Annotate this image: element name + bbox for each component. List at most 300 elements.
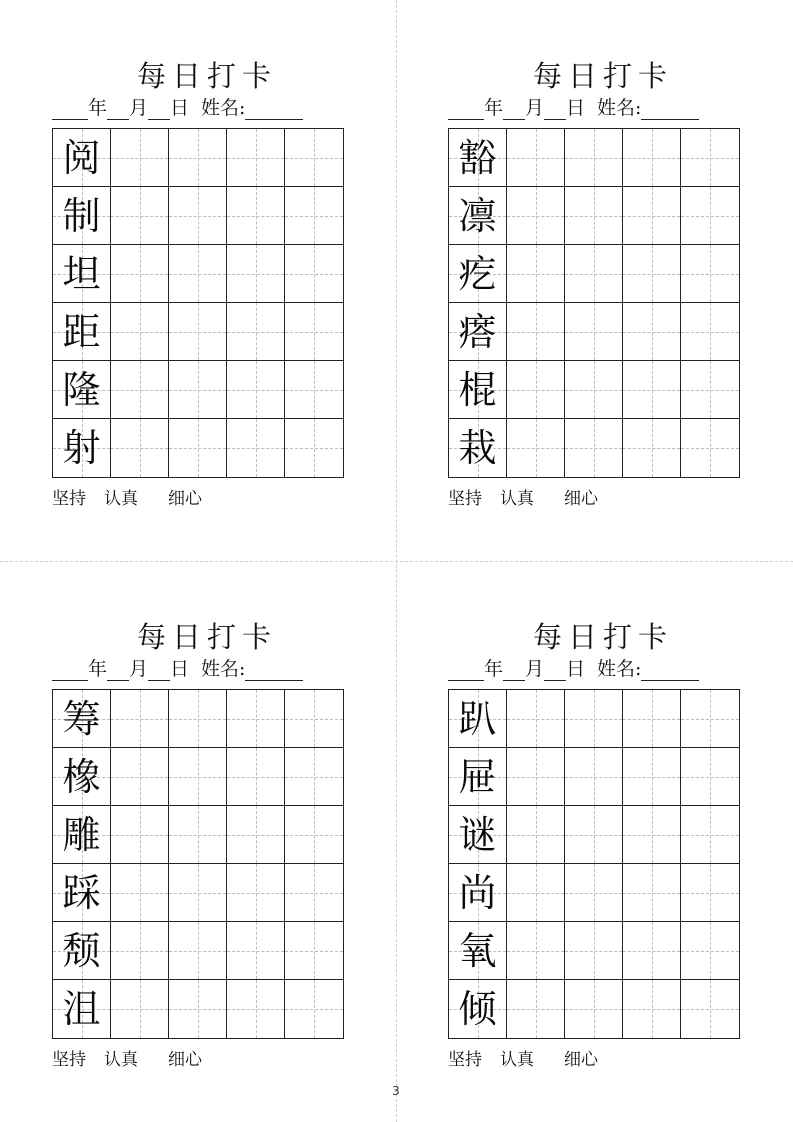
practice-cell[interactable] <box>285 806 343 864</box>
practice-cell[interactable] <box>623 980 681 1038</box>
practice-cell[interactable] <box>623 748 681 806</box>
model-character: 氧 <box>458 928 497 973</box>
motto-word: 坚持 <box>52 489 86 509</box>
practice-card <box>52 58 352 528</box>
guide-line-horizontal <box>111 719 168 720</box>
practice-cell[interactable] <box>227 303 285 361</box>
practice-cell[interactable] <box>507 303 565 361</box>
motto-word: 细心 <box>168 489 202 509</box>
year-blank[interactable] <box>52 660 88 681</box>
practice-cell[interactable] <box>507 245 565 303</box>
motto-word: 细心 <box>564 489 598 509</box>
motto-word: 认真 <box>104 1050 138 1070</box>
model-character-cell <box>449 980 507 1038</box>
day-label: 日 <box>566 97 586 119</box>
practice-cell[interactable] <box>565 419 623 477</box>
name-blank[interactable] <box>641 99 699 120</box>
motto-line <box>448 488 598 510</box>
model-character: 疙 <box>458 251 497 296</box>
practice-cell[interactable] <box>565 806 623 864</box>
guide-line-horizontal <box>227 835 284 836</box>
model-character: 颓 <box>62 928 101 973</box>
name-label: 姓名: <box>201 97 246 119</box>
guide-line-horizontal <box>507 951 564 952</box>
guide-line-horizontal <box>285 390 343 391</box>
practice-cell[interactable] <box>169 129 227 187</box>
model-character: 瘩 <box>458 309 497 354</box>
practice-cell[interactable] <box>169 419 227 477</box>
guide-line-horizontal <box>111 893 168 894</box>
date-name-line <box>448 96 748 120</box>
practice-cell[interactable] <box>285 690 343 748</box>
guide-line-horizontal <box>565 390 622 391</box>
guide-line-horizontal <box>681 390 739 391</box>
guide-line-horizontal <box>227 777 284 778</box>
practice-cell[interactable] <box>681 187 739 245</box>
practice-cell[interactable] <box>623 690 681 748</box>
guide-line-horizontal <box>623 216 680 217</box>
model-character-cell <box>53 303 111 361</box>
practice-cell[interactable] <box>565 303 623 361</box>
guide-line-horizontal <box>565 448 622 449</box>
practice-cell[interactable] <box>227 129 285 187</box>
guide-line-horizontal <box>565 332 622 333</box>
practice-cell[interactable] <box>681 922 739 980</box>
practice-card <box>448 619 748 1089</box>
practice-cell[interactable] <box>111 303 169 361</box>
practice-cell[interactable] <box>285 361 343 419</box>
practice-cell[interactable] <box>623 922 681 980</box>
practice-cell[interactable] <box>565 129 623 187</box>
model-character: 凛 <box>458 193 497 238</box>
practice-cell[interactable] <box>111 864 169 922</box>
guide-line-horizontal <box>681 448 739 449</box>
horizontal-cut-line <box>0 561 793 562</box>
guide-line-horizontal <box>507 158 564 159</box>
model-character-cell <box>53 187 111 245</box>
year-label: 年 <box>484 658 504 680</box>
guide-line-horizontal <box>227 1009 284 1010</box>
year-label: 年 <box>88 658 108 680</box>
guide-line-horizontal <box>565 893 622 894</box>
practice-cell[interactable] <box>227 748 285 806</box>
guide-line-horizontal <box>623 274 680 275</box>
motto-word: 认真 <box>104 489 138 509</box>
guide-line-horizontal <box>681 951 739 952</box>
practice-cell[interactable] <box>227 690 285 748</box>
guide-line-horizontal <box>565 835 622 836</box>
model-character: 橡 <box>62 754 101 799</box>
guide-line-horizontal <box>111 158 168 159</box>
practice-card <box>448 58 748 528</box>
model-character-cell <box>449 419 507 477</box>
practice-cell[interactable] <box>507 748 565 806</box>
practice-cell[interactable] <box>111 980 169 1038</box>
practice-cell[interactable] <box>623 419 681 477</box>
practice-cell[interactable] <box>507 129 565 187</box>
guide-line-horizontal <box>507 332 564 333</box>
practice-cell[interactable] <box>285 419 343 477</box>
year-blank[interactable] <box>448 660 484 681</box>
model-character-cell <box>449 303 507 361</box>
model-character: 尚 <box>458 870 497 915</box>
guide-line-horizontal <box>285 835 343 836</box>
practice-cell[interactable] <box>111 806 169 864</box>
practice-card <box>52 619 352 1089</box>
guide-line-horizontal <box>169 951 226 952</box>
guide-line-horizontal <box>623 893 680 894</box>
year-blank[interactable] <box>448 99 484 120</box>
practice-cell[interactable] <box>111 129 169 187</box>
page-number: 3 <box>392 1084 400 1098</box>
practice-cell[interactable] <box>681 361 739 419</box>
practice-cell[interactable] <box>565 690 623 748</box>
guide-line-horizontal <box>285 893 343 894</box>
guide-line-horizontal <box>169 216 226 217</box>
motto-word: 细心 <box>564 1050 598 1070</box>
name-label: 姓名: <box>597 97 642 119</box>
model-character-cell <box>449 748 507 806</box>
practice-cell[interactable] <box>681 748 739 806</box>
guide-line-horizontal <box>169 719 226 720</box>
writing-grid <box>52 128 344 478</box>
practice-cell[interactable] <box>227 922 285 980</box>
model-character: 阅 <box>62 135 101 180</box>
practice-cell[interactable] <box>565 980 623 1038</box>
model-character: 屉 <box>458 754 497 799</box>
practice-cell[interactable] <box>507 690 565 748</box>
practice-cell[interactable] <box>111 922 169 980</box>
practice-cell[interactable] <box>681 980 739 1038</box>
practice-cell[interactable] <box>169 245 227 303</box>
model-character: 坦 <box>62 251 101 296</box>
guide-line-horizontal <box>507 274 564 275</box>
guide-line-horizontal <box>111 1009 168 1010</box>
model-character-cell <box>53 361 111 419</box>
day-label: 日 <box>170 658 190 680</box>
motto-line <box>52 1049 202 1071</box>
practice-cell[interactable] <box>507 419 565 477</box>
guide-line-horizontal <box>507 216 564 217</box>
practice-cell[interactable] <box>681 864 739 922</box>
model-character-cell <box>449 806 507 864</box>
practice-cell[interactable] <box>227 864 285 922</box>
month-blank[interactable] <box>503 99 525 120</box>
day-blank[interactable] <box>148 99 170 120</box>
guide-line-horizontal <box>227 893 284 894</box>
practice-cell[interactable] <box>681 690 739 748</box>
guide-line-horizontal <box>565 1009 622 1010</box>
month-blank[interactable] <box>107 660 129 681</box>
guide-line-horizontal <box>285 777 343 778</box>
model-character: 栽 <box>458 426 497 470</box>
practice-cell[interactable] <box>227 419 285 477</box>
month-label: 月 <box>525 97 545 119</box>
guide-line-horizontal <box>111 777 168 778</box>
model-character-cell <box>53 864 111 922</box>
practice-cell[interactable] <box>111 187 169 245</box>
day-label: 日 <box>566 658 586 680</box>
guide-line-horizontal <box>681 719 739 720</box>
model-character-cell <box>449 187 507 245</box>
motto-word: 细心 <box>168 1050 202 1070</box>
guide-line-horizontal <box>565 719 622 720</box>
guide-line-horizontal <box>169 835 226 836</box>
practice-cell[interactable] <box>285 922 343 980</box>
model-character-cell <box>449 864 507 922</box>
date-name-line <box>52 96 352 120</box>
model-character-cell <box>53 748 111 806</box>
practice-cell[interactable] <box>285 980 343 1038</box>
practice-cell[interactable] <box>623 806 681 864</box>
practice-cell[interactable] <box>623 864 681 922</box>
practice-cell[interactable] <box>169 748 227 806</box>
name-blank[interactable] <box>245 99 303 120</box>
practice-cell[interactable] <box>285 864 343 922</box>
practice-cell[interactable] <box>681 806 739 864</box>
day-blank[interactable] <box>148 660 170 681</box>
practice-cell[interactable] <box>111 245 169 303</box>
guide-line-horizontal <box>623 719 680 720</box>
guide-line-horizontal <box>507 390 564 391</box>
guide-line-horizontal <box>285 274 343 275</box>
guide-line-horizontal <box>565 216 622 217</box>
guide-line-horizontal <box>681 274 739 275</box>
guide-line-horizontal <box>507 1009 564 1010</box>
practice-cell[interactable] <box>507 806 565 864</box>
model-character-cell <box>53 129 111 187</box>
guide-line-horizontal <box>623 390 680 391</box>
guide-line-horizontal <box>111 216 168 217</box>
guide-line-horizontal <box>111 332 168 333</box>
model-character-cell <box>449 922 507 980</box>
practice-cell[interactable] <box>169 806 227 864</box>
guide-line-horizontal <box>285 951 343 952</box>
guide-line-horizontal <box>227 951 284 952</box>
guide-line-horizontal <box>169 158 226 159</box>
guide-line-horizontal <box>111 835 168 836</box>
model-character: 制 <box>62 193 101 238</box>
model-character: 雕 <box>62 812 101 857</box>
guide-line-horizontal <box>623 951 680 952</box>
model-character: 射 <box>62 426 101 470</box>
guide-line-horizontal <box>565 951 622 952</box>
practice-cell[interactable] <box>285 245 343 303</box>
practice-cell[interactable] <box>565 245 623 303</box>
card-title: 每日打卡 <box>136 59 277 93</box>
guide-line-horizontal <box>227 158 284 159</box>
practice-cell[interactable] <box>565 748 623 806</box>
guide-line-horizontal <box>169 893 226 894</box>
card-title: 每日打卡 <box>136 620 277 654</box>
guide-line-horizontal <box>681 1009 739 1010</box>
guide-line-horizontal <box>285 448 343 449</box>
practice-cell[interactable] <box>227 806 285 864</box>
practice-cell[interactable] <box>623 361 681 419</box>
motto-word: 认真 <box>500 489 534 509</box>
guide-line-horizontal <box>681 835 739 836</box>
guide-line-horizontal <box>565 158 622 159</box>
guide-line-horizontal <box>507 835 564 836</box>
motto-word: 坚持 <box>52 1050 86 1070</box>
practice-cell[interactable] <box>623 303 681 361</box>
date-name-line <box>448 657 748 681</box>
day-blank[interactable] <box>544 660 566 681</box>
guide-line-horizontal <box>681 158 739 159</box>
model-character-cell <box>53 419 111 477</box>
model-character: 沮 <box>62 987 101 1031</box>
guide-line-horizontal <box>507 893 564 894</box>
practice-cell[interactable] <box>507 980 565 1038</box>
year-label: 年 <box>484 97 504 119</box>
name-label: 姓名: <box>597 658 642 680</box>
guide-line-horizontal <box>507 448 564 449</box>
guide-line-horizontal <box>227 274 284 275</box>
guide-line-horizontal <box>507 777 564 778</box>
guide-line-horizontal <box>169 332 226 333</box>
guide-line-horizontal <box>681 216 739 217</box>
practice-cell[interactable] <box>623 245 681 303</box>
motto-line <box>52 488 202 510</box>
model-character-cell <box>53 690 111 748</box>
guide-line-horizontal <box>623 448 680 449</box>
model-character: 隆 <box>62 367 101 412</box>
guide-line-horizontal <box>169 390 226 391</box>
model-character: 豁 <box>458 135 497 180</box>
model-character: 趴 <box>458 696 497 741</box>
motto-word: 坚持 <box>448 1050 482 1070</box>
guide-line-horizontal <box>285 719 343 720</box>
model-character: 棍 <box>458 367 497 412</box>
card-title: 每日打卡 <box>532 620 673 654</box>
practice-cell[interactable] <box>169 187 227 245</box>
practice-cell[interactable] <box>285 129 343 187</box>
month-label: 月 <box>129 97 149 119</box>
practice-cell[interactable] <box>285 187 343 245</box>
practice-cell[interactable] <box>111 419 169 477</box>
model-character-cell <box>449 129 507 187</box>
practice-cell[interactable] <box>169 690 227 748</box>
month-blank[interactable] <box>107 99 129 120</box>
practice-cell[interactable] <box>169 361 227 419</box>
practice-cell[interactable] <box>507 922 565 980</box>
model-character: 踩 <box>62 870 101 915</box>
guide-line-horizontal <box>111 448 168 449</box>
guide-line-horizontal <box>681 332 739 333</box>
guide-line-horizontal <box>285 1009 343 1010</box>
guide-line-horizontal <box>169 274 226 275</box>
guide-line-horizontal <box>169 1009 226 1010</box>
guide-line-horizontal <box>623 158 680 159</box>
name-label: 姓名: <box>201 658 246 680</box>
model-character-cell <box>53 980 111 1038</box>
card-title: 每日打卡 <box>532 59 673 93</box>
practice-cell[interactable] <box>169 864 227 922</box>
motto-word: 认真 <box>500 1050 534 1070</box>
guide-line-horizontal <box>623 835 680 836</box>
guide-line-horizontal <box>227 216 284 217</box>
guide-line-horizontal <box>111 274 168 275</box>
guide-line-horizontal <box>285 158 343 159</box>
practice-cell[interactable] <box>227 245 285 303</box>
practice-cell[interactable] <box>285 748 343 806</box>
practice-cell[interactable] <box>623 129 681 187</box>
model-character-cell <box>53 922 111 980</box>
practice-cell[interactable] <box>681 303 739 361</box>
guide-line-horizontal <box>227 332 284 333</box>
practice-cell[interactable] <box>681 129 739 187</box>
day-label: 日 <box>170 97 190 119</box>
practice-cell[interactable] <box>169 922 227 980</box>
name-blank[interactable] <box>245 660 303 681</box>
practice-cell[interactable] <box>227 187 285 245</box>
model-character: 倾 <box>458 987 497 1031</box>
practice-cell[interactable] <box>681 245 739 303</box>
model-character: 距 <box>62 309 101 354</box>
practice-cell[interactable] <box>623 187 681 245</box>
practice-cell[interactable] <box>227 361 285 419</box>
guide-line-horizontal <box>565 274 622 275</box>
name-blank[interactable] <box>641 660 699 681</box>
guide-line-horizontal <box>111 390 168 391</box>
model-character-cell <box>53 806 111 864</box>
practice-cell[interactable] <box>565 361 623 419</box>
practice-cell[interactable] <box>111 690 169 748</box>
year-blank[interactable] <box>52 99 88 120</box>
practice-cell[interactable] <box>111 361 169 419</box>
guide-line-horizontal <box>507 719 564 720</box>
guide-line-horizontal <box>623 1009 680 1010</box>
month-blank[interactable] <box>503 660 525 681</box>
guide-line-horizontal <box>681 777 739 778</box>
model-character: 筹 <box>62 696 101 741</box>
guide-line-horizontal <box>227 448 284 449</box>
month-label: 月 <box>129 658 149 680</box>
model-character-cell <box>449 245 507 303</box>
model-character: 谜 <box>458 812 497 857</box>
writing-grid <box>448 128 740 478</box>
practice-cell[interactable] <box>169 303 227 361</box>
motto-word: 坚持 <box>448 489 482 509</box>
practice-cell[interactable] <box>285 303 343 361</box>
guide-line-horizontal <box>111 951 168 952</box>
practice-cell[interactable] <box>681 419 739 477</box>
date-name-line <box>52 657 352 681</box>
practice-cell[interactable] <box>507 864 565 922</box>
guide-line-horizontal <box>623 777 680 778</box>
guide-line-horizontal <box>565 777 622 778</box>
writing-grid <box>448 689 740 1039</box>
guide-line-horizontal <box>285 216 343 217</box>
practice-cell[interactable] <box>507 361 565 419</box>
guide-line-horizontal <box>681 893 739 894</box>
motto-line <box>448 1049 598 1071</box>
practice-cell[interactable] <box>169 980 227 1038</box>
day-blank[interactable] <box>544 99 566 120</box>
model-character-cell <box>449 690 507 748</box>
guide-line-horizontal <box>227 719 284 720</box>
practice-cell[interactable] <box>565 864 623 922</box>
practice-cell[interactable] <box>565 187 623 245</box>
year-label: 年 <box>88 97 108 119</box>
practice-cell[interactable] <box>227 980 285 1038</box>
practice-cell[interactable] <box>111 748 169 806</box>
guide-line-horizontal <box>169 777 226 778</box>
writing-grid <box>52 689 344 1039</box>
practice-cell[interactable] <box>507 187 565 245</box>
month-label: 月 <box>525 658 545 680</box>
practice-cell[interactable] <box>565 922 623 980</box>
